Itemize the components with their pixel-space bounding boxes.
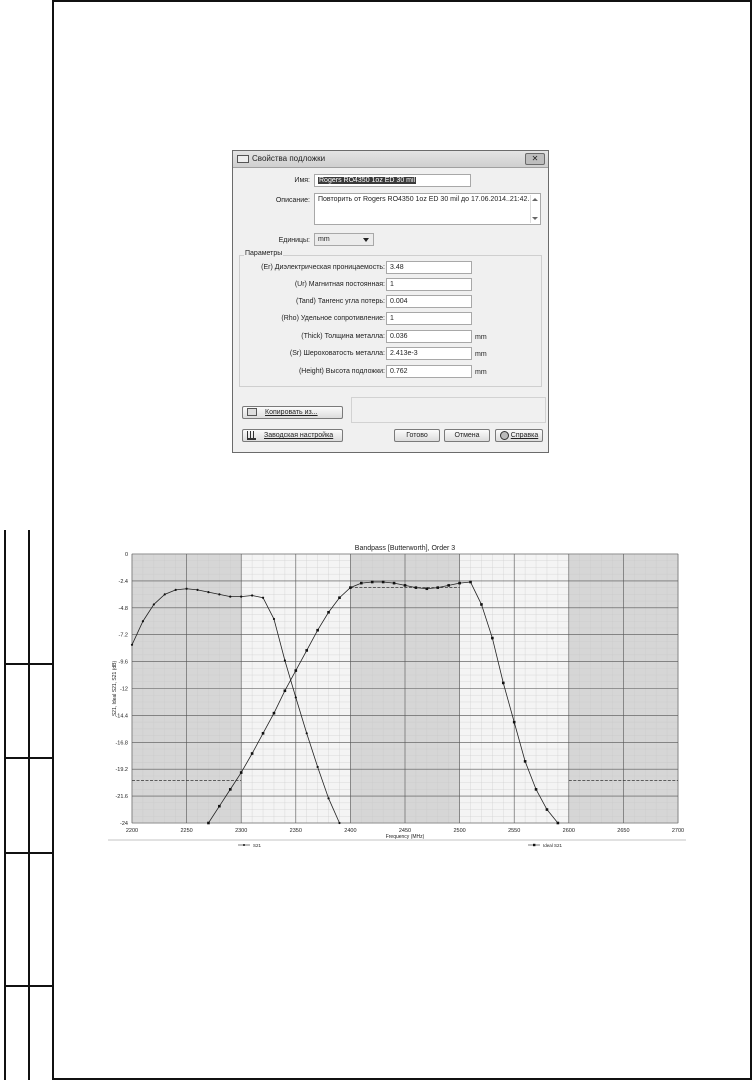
data-point-ideal-s21 (207, 822, 210, 825)
data-point-s21 (207, 591, 209, 593)
param-label-rho: (Rho) Удельное сопротивление: (281, 315, 385, 322)
margin-divider (28, 530, 30, 1080)
y-tick-label: -4.8 (118, 605, 128, 612)
param-field-height[interactable]: 0.762 (386, 365, 472, 378)
data-point-s21 (218, 593, 220, 595)
x-tick-label: 2250 (180, 828, 193, 834)
data-point-ideal-s21 (458, 582, 461, 585)
x-tick-label: 2500 (453, 828, 466, 834)
data-point-ideal-s21 (360, 582, 363, 585)
name-value: Rogers RO4350 1oz ED 30 mil (319, 177, 416, 184)
param-field-ur[interactable]: 1 (386, 278, 472, 291)
chevron-down-icon (363, 238, 369, 242)
data-point-s21 (175, 589, 177, 591)
data-point-ideal-s21 (491, 637, 494, 640)
data-point-ideal-s21 (426, 587, 429, 590)
legend-label: S21 (253, 843, 262, 847)
help-icon (500, 431, 509, 440)
data-point-ideal-s21 (382, 581, 385, 584)
param-field-sr[interactable]: 2.413e-3 (386, 347, 472, 360)
factory-settings-label: Заводская настройка (264, 432, 334, 439)
data-point-ideal-s21 (327, 611, 330, 614)
data-point-s21 (295, 696, 297, 698)
ok-button[interactable]: Готово (394, 429, 440, 442)
param-unit-height: mm (475, 369, 487, 376)
data-point-ideal-s21 (305, 649, 308, 652)
data-point-ideal-s21 (502, 682, 505, 685)
data-point-s21 (251, 594, 253, 596)
scroll-up-icon[interactable] (532, 198, 538, 201)
param-label-height: (Height) Высота подложки: (298, 368, 385, 375)
legend-marker (533, 844, 535, 846)
param-label-ur: (Ur) Магнитная постоянная: (294, 281, 385, 288)
dialog-titlebar[interactable] (233, 151, 548, 168)
x-tick-label: 2700 (671, 828, 685, 834)
data-point-s21 (186, 588, 188, 590)
dialog-title: Свойства подложки (252, 154, 326, 163)
data-point-s21 (327, 797, 329, 799)
data-point-ideal-s21 (295, 669, 298, 672)
name-label: Имя: (294, 177, 310, 184)
param-unit-sr: mm (475, 351, 487, 358)
close-button[interactable]: ✕ (525, 153, 545, 165)
x-axis-label: Frequency (MHz) (385, 834, 425, 840)
param-field-er[interactable]: 3.48 (386, 261, 472, 274)
y-tick-label: -24 (120, 821, 128, 827)
data-point-s21 (196, 589, 198, 591)
window-icon (237, 155, 249, 163)
x-tick-label: 2450 (398, 828, 412, 834)
data-point-ideal-s21 (524, 760, 527, 763)
data-point-ideal-s21 (393, 582, 396, 585)
description-field[interactable] (314, 193, 541, 225)
param-label-tand: (Tand) Тангенс угла потерь: (296, 298, 385, 305)
data-point-s21 (284, 659, 286, 661)
cancel-button[interactable]: Отмена (444, 429, 490, 442)
y-tick-label: 0 (124, 552, 128, 558)
scroll-down-icon[interactable] (532, 217, 538, 220)
data-point-s21 (240, 595, 242, 597)
factory-icon (247, 431, 256, 440)
x-tick-label: 2300 (235, 828, 248, 834)
info-panel (351, 397, 546, 423)
data-point-ideal-s21 (316, 629, 319, 632)
data-point-s21 (153, 603, 155, 605)
name-field[interactable] (314, 174, 471, 187)
bandpass-chart (108, 541, 686, 847)
param-label-er: (Er) Диэлектрическая проницаемость: (261, 264, 385, 271)
data-point-ideal-s21 (338, 596, 341, 599)
data-point-ideal-s21 (251, 752, 254, 755)
data-point-ideal-s21 (480, 603, 483, 606)
param-field-rho[interactable]: 1 (386, 312, 472, 325)
y-tick-label: -2.4 (118, 578, 128, 585)
data-point-ideal-s21 (436, 586, 439, 589)
y-tick-label: -7.2 (118, 632, 128, 639)
substrate-properties-dialog (232, 150, 549, 453)
margin-rule (6, 757, 54, 759)
description-value: Повторить от Rogers RO4350 1oz ED 30 mil до 17.06.2014..21:42. (318, 196, 530, 203)
units-value: mm (318, 236, 330, 243)
units-label: Единицы: (278, 237, 310, 244)
x-tick-label: 2200 (125, 828, 139, 834)
data-point-ideal-s21 (240, 771, 243, 774)
param-label-thick: (Thick) Толщина металла: (301, 333, 385, 340)
x-tick-label: 2400 (344, 828, 357, 834)
margin-rule (6, 985, 54, 987)
description-label: Описание: (275, 197, 310, 204)
x-tick-label: 2350 (289, 828, 302, 834)
margin-stamp-column (4, 530, 52, 1080)
legend-label: Ideal S21 (543, 843, 563, 847)
param-label-sr: (Sr) Шероховатость металла: (289, 350, 385, 357)
factory-settings-button[interactable] (242, 429, 343, 442)
y-tick-label: -14.4 (115, 713, 128, 720)
param-unit-thick: mm (475, 334, 487, 341)
y-tick-label: -9.6 (118, 659, 128, 666)
data-point-s21 (229, 595, 231, 597)
data-point-ideal-s21 (349, 586, 352, 589)
y-tick-label: -19.2 (115, 767, 128, 774)
parameters-group-title: Параметры (245, 250, 283, 257)
param-field-thick[interactable]: 0.036 (386, 330, 472, 343)
legend-marker (243, 844, 245, 846)
y-tick-label: -16.8 (115, 740, 128, 747)
units-select[interactable] (314, 233, 374, 246)
help-button[interactable] (495, 429, 543, 442)
chart-title: Bandpass [Butterworth], Order 3 (354, 545, 456, 552)
x-tick-label: 2550 (508, 828, 521, 834)
data-point-ideal-s21 (273, 712, 276, 715)
data-point-ideal-s21 (557, 822, 560, 825)
x-tick-label: 2650 (617, 828, 630, 834)
data-point-ideal-s21 (229, 788, 232, 791)
data-point-ideal-s21 (513, 721, 516, 724)
data-point-ideal-s21 (415, 586, 418, 589)
copy-from-label: Копировать из... (265, 409, 318, 416)
data-point-ideal-s21 (371, 581, 374, 584)
margin-rule (6, 852, 54, 854)
data-point-s21 (131, 644, 133, 646)
data-point-ideal-s21 (404, 584, 407, 587)
data-point-ideal-s21 (535, 788, 538, 791)
data-point-s21 (273, 618, 275, 620)
folder-icon (247, 408, 257, 416)
data-point-s21 (262, 597, 264, 599)
data-point-s21 (338, 822, 340, 824)
param-field-tand[interactable]: 0.004 (386, 295, 472, 308)
data-point-s21 (317, 766, 319, 768)
chart-svg (108, 541, 686, 847)
data-point-ideal-s21 (262, 732, 265, 735)
y-axis-label: S21, Ideal S21, S21 (dB) (112, 660, 118, 717)
copy-from-button[interactable] (242, 406, 343, 419)
help-label: Справка (510, 432, 539, 439)
data-point-s21 (142, 620, 144, 622)
description-scrollbar[interactable] (530, 195, 539, 223)
data-point-ideal-s21 (284, 689, 287, 692)
y-tick-label: -12 (120, 686, 128, 693)
data-point-ideal-s21 (218, 805, 221, 808)
data-point-s21 (306, 732, 308, 734)
x-tick-label: 2600 (562, 828, 575, 834)
margin-rule (6, 663, 54, 665)
data-point-ideal-s21 (546, 808, 549, 811)
data-point-ideal-s21 (447, 584, 450, 587)
data-point-ideal-s21 (469, 581, 472, 584)
data-point-s21 (164, 593, 166, 595)
y-tick-label: -21.6 (115, 794, 128, 801)
